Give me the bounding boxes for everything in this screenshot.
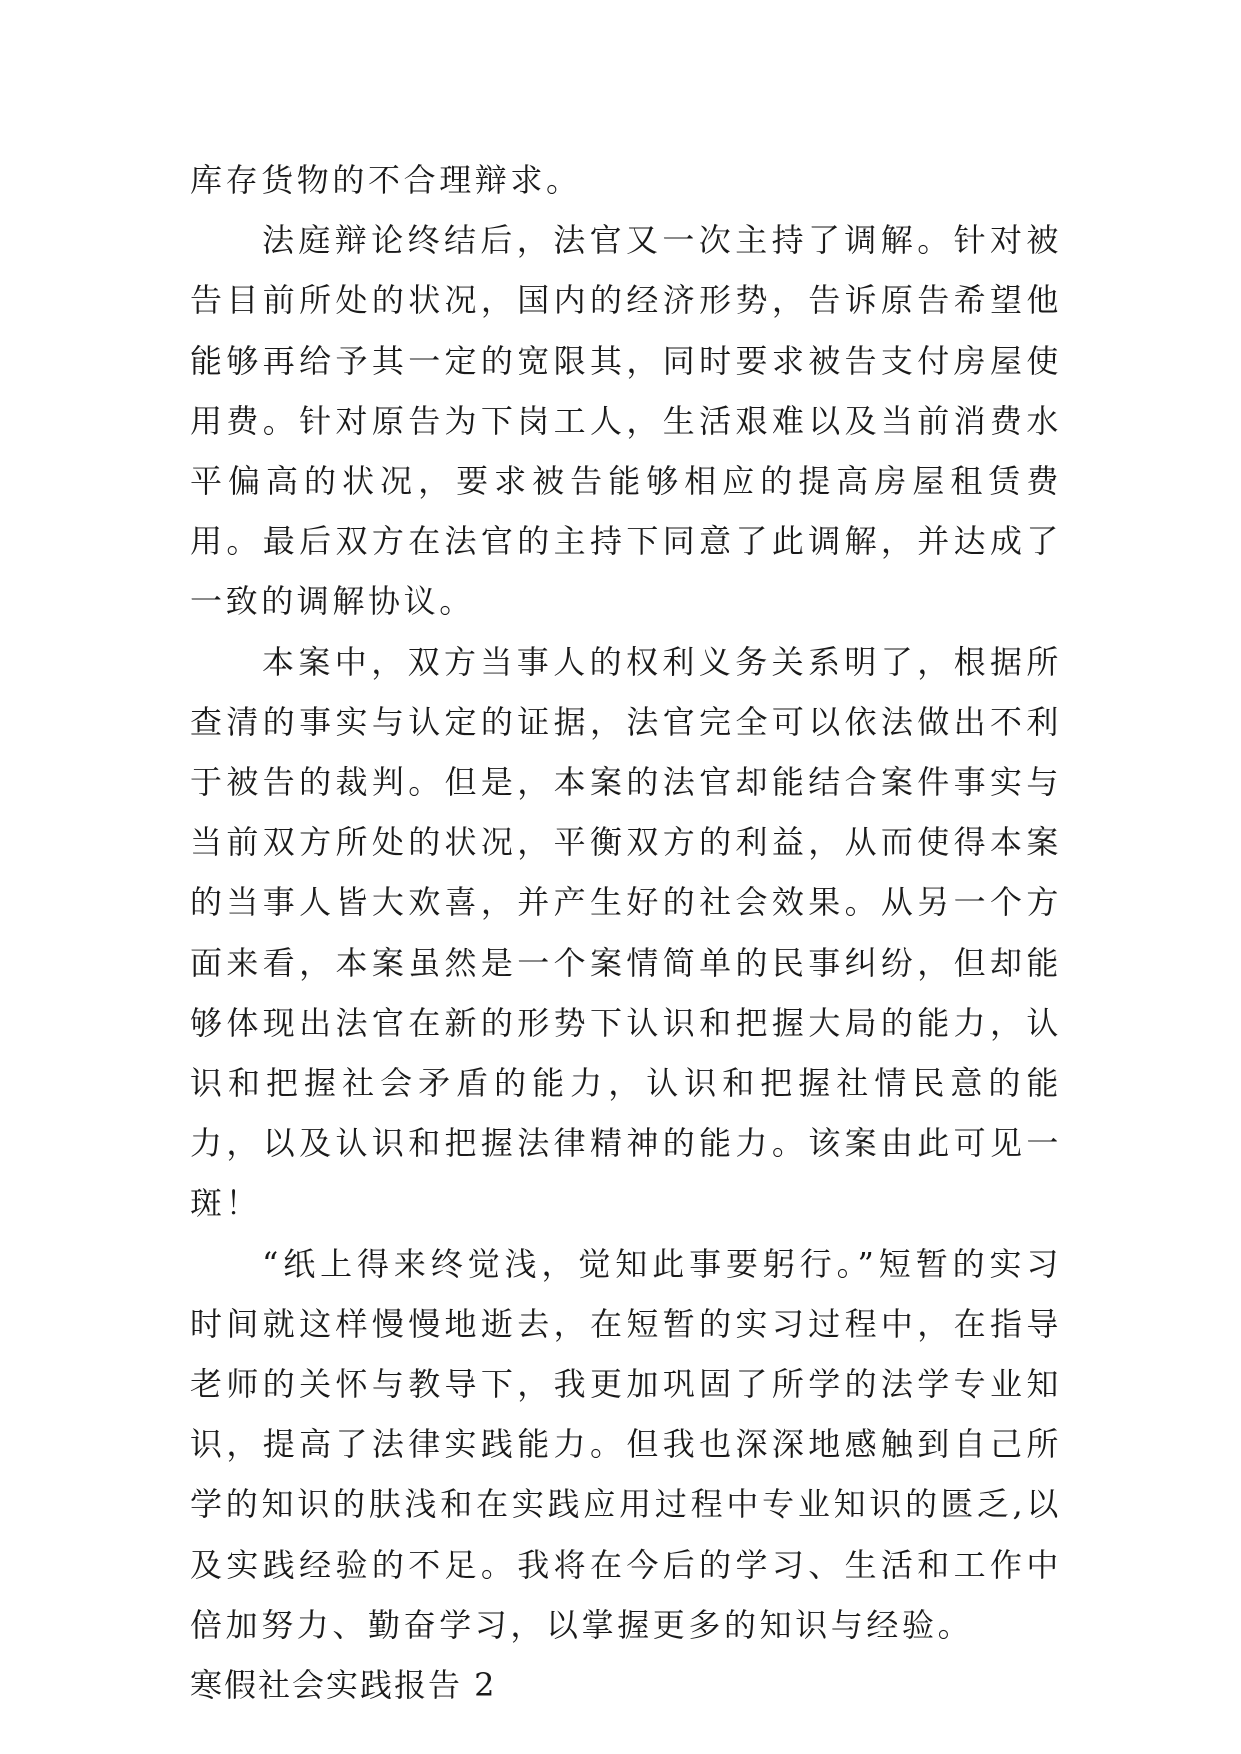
paragraph-conclusion: “纸上得来终觉浅，觉知此事要躬行。”短暂的实习时间就这样慢慢地逝去，在短暂的实习过程中，在指导老师的关怀与教导下，我更加巩固了所学的法学专业知识，提高了法律实践能力。但我也深深地感触到自己所学的知识的肤浅和在实践应用过程中专业知识的匮乏,以及实践经验的不足。我将在今后的学习、生活和工作中倍加努力、勤奋学习，以掌握更多的知识与经验。 xyxy=(190,1244,1062,1644)
paragraph-mediation: 法庭辩论终结后，法官又一次主持了调解。针对被告目前所处的状况，国内的经济形势，告诉原告希望他能够再给予其一定的宽限其，同时要求被告支付房屋使用费。针对原告为下岗工人，生活艰难以及当前消费水平偏高的状况，要求被告能够相应的提高房屋租赁费用。最后双方在法官的主持下同意了此调解，并达成了一致的调解协议。 xyxy=(190,221,1062,621)
paragraph-continuation: 库存货物的不合理辩求。 xyxy=(190,161,582,199)
document-body xyxy=(190,150,1062,1715)
paragraph-case-analysis: 本案中，双方当事人的权利义务关系明了，根据所查清的事实与认定的证据，法官完全可以依法做出不利于被告的裁判。但是，本案的法官却能结合案件事实与当前双方所处的状况，平衡双方的利益，从而使得本案的当事人皆大欢喜，并产生好的社会效果。从另一个方面来看，本案虽然是一个案情简单的民事纠纷，但却能够体现出法官在新的形势下认识和把握大局的能力，认识和把握社会矛盾的能力，认识和把握社情民意的能力，以及认识和把握法律精神的能力。该案由此可见一斑！ xyxy=(190,642,1062,1223)
section-heading: 寒假社会实践报告 2 xyxy=(190,1666,497,1705)
